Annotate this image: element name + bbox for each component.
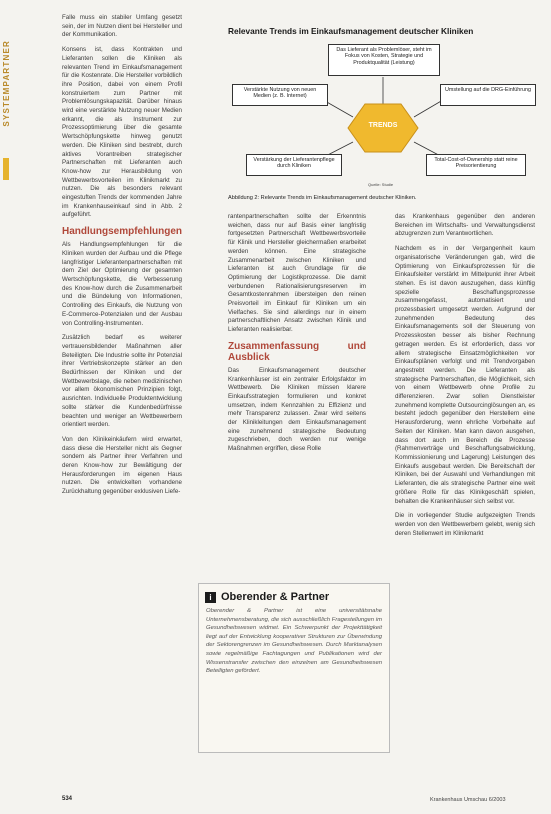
paragraph: Die in vorliegender Studie aufgezeigten Trends werden von den Wettbewerbern gelebt, wenig sich deren Stellenwert im Klinikmarkt xyxy=(395,512,535,537)
figure-caption: Abbildung 2: Relevante Trends im Einkaufsmanagement deutscher Kliniken. xyxy=(228,195,417,201)
info-box xyxy=(198,583,390,753)
info-icon: i xyxy=(205,592,216,603)
diagram-box-left: Verstärkte Nutzung von neuen Medien (z. B. Internet) xyxy=(232,84,328,106)
info-box-text: Oberender & Partner ist eine universitätsnahe Unternehmensberatung, die sich ausschließlich Fragestellungen im Gesundheitswesen widmet. Ein Schwerpunkt der Projekttätigkeit liegt auf der Entwicklung kooperativer Strukturen zur Überwindung der Sektorengrenzen im Gesundheitswesen. Durch Marktanalysen sowie regelmäßige Fachtagungen und Publikationen wird der Wissenstransfer zwischen den einzelnen am Gesundheitswesen Beteiligten gefördert. xyxy=(206,608,382,675)
diagram-box-top: Das Lieferant als Problemlöser, steht im Fokus von Kosten, Strategie und Produktqualität (Leistung) xyxy=(328,44,440,76)
paragraph: Falle muss ein stabiler Umfang gesetzt sein, der im Nutzen dient bei Hersteller und der Kommunikation. xyxy=(62,14,182,39)
column-1 xyxy=(62,14,182,784)
paragraph: rantenpartnerschaften sollte der Erkenntnis weichen, dass nur auf Basis einer langfristig fortgesetzten Partnerschaft Wettbewerbsvorteile für Klinik und Hersteller gleichermaßen erarbeitet werden können. Eine strategische Zusammenarbeit zwischen Kliniken und Lieferanten ist auch Grundlage für die Optimierung der Logistikprozesse. Die damit verbundenen Rationalisierungsreserven im Gesamtkostenrahmen übersteigen den reinen Preisvorteil im Einkauf für Kliniken um ein Vielfaches. Sie sind allerdings nur in einem partnerschaftlichen Ansatz zwischen Klinik und Lieferanten realisierbar. xyxy=(228,213,366,334)
paragraph: das Krankenhaus gegenüber den anderen Bereichen im Wirtschafts- und Verwaltungsdienst abzugrenzen zum Verantwortlichen. xyxy=(395,213,535,238)
diagram-box-bottom-left: Verstärkung der Lieferantenpflege durch Kliniken xyxy=(246,154,342,176)
paragraph: Von den Klinikeinkäufern wird erwartet, dass diese die Hersteller nicht als Gegner sondern als Partner ihrer Verfahren und deren Know-how zur Bewältigung der Herausforderungen im eigenen Haus nutzen. Die entwickelten vorhandene Zurückhaltung gegenüber exklusiven Liefe- xyxy=(62,435,182,496)
diagram-box-right: Umstellung auf die DRG-Einführung xyxy=(440,84,536,106)
section-label: SYSTEMPARTNER xyxy=(2,40,11,127)
paragraph: Nachdem es in der Vergangenheit kaum organisatorische Veränderungen gab, wird die Optimierung von Einkaufsprozessen für die Einkaufsleiter verstärkt im Mittelpunkt ihrer Arbeit stehen. Es ist davon auszugehen, dass künftig spezielle Beschaffungsprozesse zusammengefasst, automatisiert und prozessbasiert umgesetzt werden. Aufgrund der zunehmenden Bedeutung des Einkaufsmanagements soll der Steuerung von Prozesskosten besser als bisher Rechnung getragen werden. Es ist erforderlich, dass vor allem strategische Einsatzmöglichkeiten vor Einkaufsplänen verfolgt und mit Trendvorgaben angestrebt werden. Die Lieferanten als strategische Partnerschaften, die Möglichkeit, sich von einem Wettbewerb ohne Profile zu differenzieren. Zwar sollen Dienstleister zunehmend komplette Outsourcinglösungen an, es besteht jedoch gegenüber den Herstellern eine Herausforderung, wenn ehrliche Vorbehalte auf Seiten der Kliniken. Man kann davon ausgehen, dass dort auch im Bereich die Prozesse (Rahmenverträge und Beschaffungsabwicklung, Kommissionierung und Lagerung) Leistungen des Einkaufs ausgebaut werden. Die Bereitschaft der Kliniken, bei der Auswahl und Verhandlungen mit Lieferanten, die als strategische Partner eine weit größere Rolle für das Klinikgeschäft spielen, behalten die Krankenhäuser sich selbst vor. xyxy=(395,245,535,505)
trends-figure xyxy=(228,42,540,192)
trends-label: TRENDS xyxy=(368,122,398,129)
info-box-header xyxy=(205,591,389,603)
sidebar xyxy=(0,0,14,814)
diagram-box-bottom-right: Total-Cost-of-Ownership statt reine Preisorientierung xyxy=(426,154,526,176)
section-heading: Handlungsempfehlungen xyxy=(62,226,182,238)
publication-name: Krankenhaus Umschau 6/2003 xyxy=(430,797,506,803)
section-marker xyxy=(3,158,9,180)
info-box-title: Oberender & Partner xyxy=(221,591,330,603)
page-number: 534 xyxy=(62,796,73,802)
column-2 xyxy=(228,213,366,460)
paragraph: Zusätzlich bedarf es weiterer vertrauensbildender Maßnahmen aller Beteiligten. Die Industrie sollte ihr Potenzial ihrer Vertriebskonzepte stärker an den Bedürfnissen der Kliniken und der Wettbewerbslage, die neben medizinischen vor allem ökonomischen Prinzipien folgt, ausrichten. Individuelle Produktentwicklung sollte stärker die Kundenbedürfnisse beachten und weniger an Wettbewerbern orientiert werden. xyxy=(62,334,182,429)
figure-title: Relevante Trends im Einkaufsmanagement deutscher Kliniken xyxy=(228,26,474,36)
section-heading: Zusammenfassung und Ausblick xyxy=(228,340,366,363)
paragraph: Als Handlungsempfehlungen für die Kliniken wurden der Aufbau und die Pflege langfristiger Lieferantenpartnerschaften mit dem Ziel der Optimierung der gesamten Wertschöpfungskette, die Verbesserung des Know-how durch die Zusammenarbeit und die Bündelung von Informationen, Controlling des Einkaufs, die Nutzung von E-Commerce-Potenzialen und der Ausbau von Controlling-Instrumenten. xyxy=(62,241,182,327)
figure-source: Quelle: Studie xyxy=(368,182,394,187)
column-3 xyxy=(395,213,535,544)
paragraph: Das Einkaufsmanagement deutscher Krankenhäuser ist ein zentraler Erfolgsfaktor im Wettbewerb. Die Kliniken müssen klarere Einkaufsstrategien formulieren und konkret umsetzen, indem Kennzahlen zu Effizienz und mehr Transparenz zulassen. Zwar wird seitens der Klinikleitungen dem Einkaufsmanagement eine zunehmend strategische Bedeutung zugeschrieben, doch werden nur wenige Maßnahmen ergriffen, diese Rolle xyxy=(228,366,366,453)
paragraph: Konsens ist, dass Kontrakten und Lieferanten sollen die Kliniken als relevanten Trend im Einkaufsmanagement für die Kostenrate. Die Hersteller vorbildlich ihre Position, dabei von einem Profil konstruiertem zum Partner mit Problemlösungskapazität. Darüber hinaus wird eine verstärkte Nutzung neuer Medien erkannt, die als Instrument zur Prozessoptimierung über die gesamte Wertschöpfungskette hinweg genutzt werden. Die Kliniken sind bestrebt, durch aktives Vorantreiben strategischer Partnerschaften mit Lieferanten auch Know-how zur Herausbildung von Wettbewerbsvorteilen im Klinikmarkt zu nutzen. Die als besonders relevant eingestuften Trends der kommenden Jahre im Krankenhauseinkauf sind in Abb. 2 aufgeführt. xyxy=(62,46,182,219)
